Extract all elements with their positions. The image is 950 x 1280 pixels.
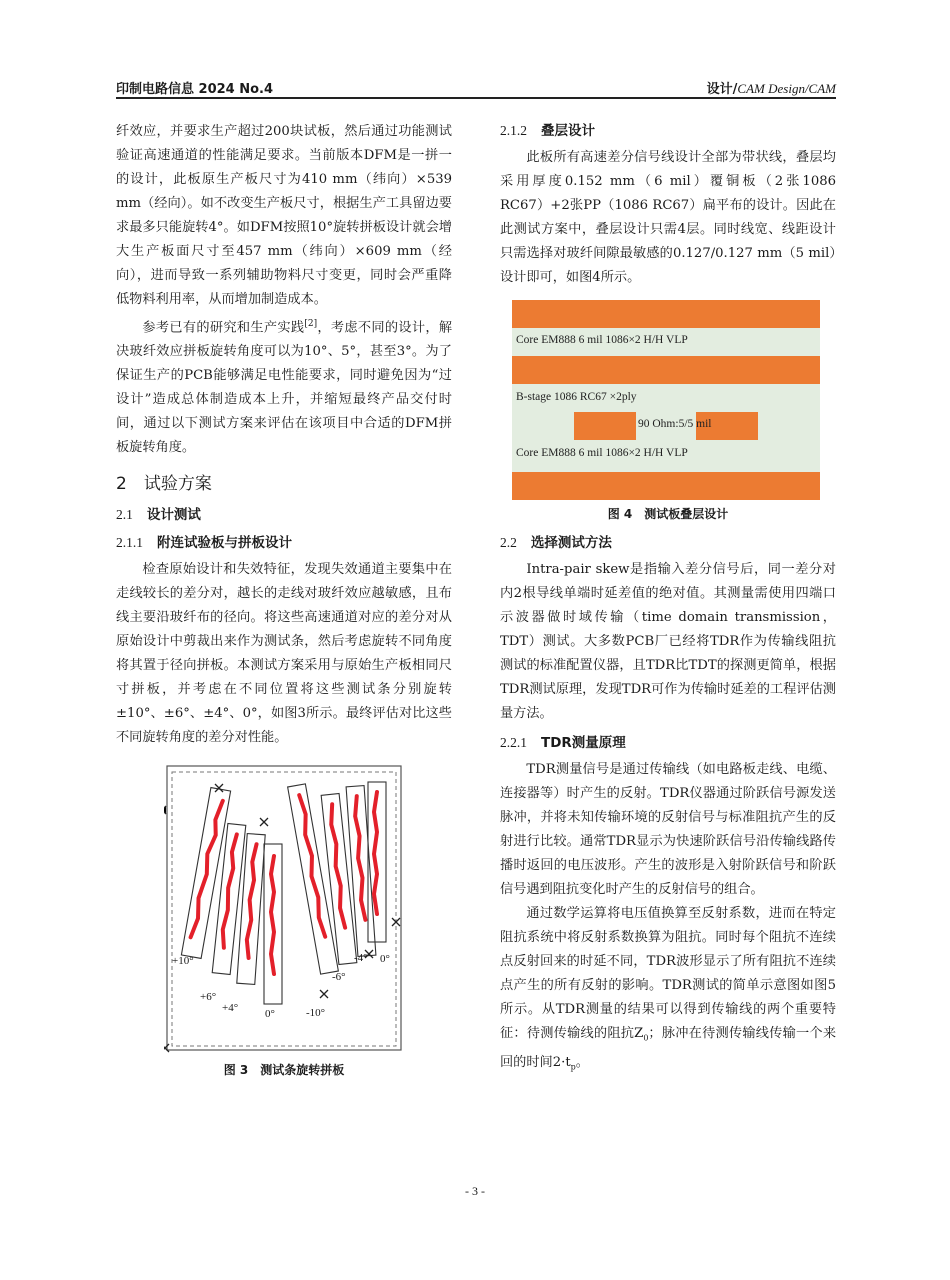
paragraph-3: 检查原始设计和失效特征，发现失效通道主要集中在走线较长的差分对，越长的走线对玻纤效应越敏感，且布线主要沿玻纤布的径向。将这些高速通道对应的差分对从原始设计中剪裁出来作为测试条，然后考虑旋转不同角度将其置于径向拼板。本测试方案采用与原始生产板相同尺寸拼板，并考虑在不同位置将这些测试条分别旋转±10°、±6°、±4°、0°，如图3所示。最终评估对比这些不同旋转角度的差分对性能。 [116, 562, 452, 746]
trace-impedance-label: 90 Ohm:5/5 mil [638, 418, 712, 430]
section-heading-2-1-2: 2.1.2 叠层设计 [500, 123, 595, 139]
label-plus10: +10° [172, 955, 194, 968]
layer-bstage: B-stage 1086 RC67 ×2ply [516, 391, 637, 403]
running-header [116, 78, 836, 96]
copper-layer-2 [512, 356, 820, 384]
right-column [500, 120, 836, 1079]
paragraph-4: 此板所有高速差分信号线设计全部为带状线，叠层均采用厚度0.152 mm（6 mil）覆铜板（2张1086 RC67）+2张PP（1086 RC67）扁平布的设计。因此在此测试方案中，叠层设计只需4层。同时线宽、线距设计只需选择对玻纤间隙最敏感的0.127/0.127 mm（5 mil）设计即可，如图4所示。 [500, 150, 836, 285]
citation: [2] [304, 319, 318, 329]
section-heading-2: 2 试验方案 [116, 474, 212, 495]
section-heading-2-2-1: 2.2.1 TDR测量原理 [500, 735, 626, 751]
figure-3 [164, 764, 404, 1054]
layer-core-bottom: Core EM888 6 mil 1086×2 H/H VLP [516, 447, 688, 459]
copper-layer-4 [512, 472, 820, 500]
label-0-right: 0° [380, 953, 390, 966]
section-name: 设计/CAM Design/CAM [706, 81, 836, 97]
figure-3-caption: 图 3 测试条旋转拼板 [223, 1063, 345, 1078]
page-number: - 3 - [465, 1184, 485, 1198]
paragraph-2: 参考已有的研究和生产实践[2]，考虑不同的设计，解决玻纤效应拼板旋转角度可以为10°、5°，甚至3°。为了保证生产的PCB能够满足电性能要求，同时避免因为“过设计”造成总体制造成本上升，并缩短最终产品交付时间，通过以下测试方案来评估在该项目中合适的DFM拼板旋转角度。 [116, 319, 453, 456]
section-heading-2-1: 2.1 设计测试 [116, 507, 201, 524]
section-heading-2-2: 2.2 选择测试方法 [500, 535, 612, 551]
label-plus6: +6° [200, 991, 217, 1004]
stackup-diagram [512, 300, 820, 500]
label-plus4: +4° [222, 1002, 239, 1015]
journal-name: 印制电路信息 2024 No.4 [116, 82, 274, 97]
label-minus4: -4° [354, 952, 368, 965]
paragraph-1: 纤效应，并要求生产超过200块试板，然后通过功能测试验证高速通道的性能满足要求。当前版本DFM是一拼一的设计，此板原生产板尺寸为410 mm（纬向）×539 mm（经向）。如不改变生产板尺寸，根据生产工具留边要求最多只能旋转4°。如DFM按照10°旋转拼板设计就会增大生产板面尺寸至457 mm（纬向）×609 mm（经向），进而导致一系列辅助物料尺寸变更，同时会严重降低物料利用率，从而增加制造成本。 [116, 124, 452, 307]
label-0-left: 0° [265, 1008, 275, 1021]
paragraph-7: 通过数学运算将电压值换算至反射系数，进而在特定阻抗系统中将反射系数换算为阻抗。同时每个阻抗不连续点反射回来的时延不同，TDR波形显示了所有阻抗不连续点产生的所有反射的影响。TDR测试的简单示意图如图5所示。从TDR测量的结果可以得到传输线的两个重要特征：待测传输线的阻抗$Z_0$；脉冲在待测传输线传输一个来回的时间$2\cdot t_p$。 [500, 906, 837, 1072]
paragraph-6: TDR测量信号是通过传输线（如电路板走线、电缆、连接器等）时产生的反射。TDR仪器通过阶跃信号源发送脉冲，并将未知传输环境的反射信号与标准阻抗产生的反射进行比较。通常TDR显示为快速阶跃信号沿传输线路传播时返回的电压波形。产生的波形是入射阶跃信号和阶跃信号遇到阻抗变化时产生的反射信号的组合。 [500, 762, 836, 897]
paragraph-5: Intra-pair skew是指输入差分信号后，同一差分对内2根导线单端时延差值的绝对值。其测量需使用四端口示波器做时域传输（time domain transmission，TDT）测试。大多数PCB厂已经将TDR作为传输线阻抗测试的标准配置仪器，且TDR比TDT的探测更简单，根据TDR测试原理，发现TDR可作为传输时延差的工程评估测量方法。 [500, 562, 836, 721]
left-column [116, 120, 452, 1080]
figure-4-caption: 图 4 测试板叠层设计 [607, 507, 729, 521]
section-heading-2-1-1: 2.1.1 附连试验板与拼板设计 [116, 535, 292, 552]
header-rule [116, 97, 836, 99]
signal-trace-left [574, 412, 636, 440]
copper-layer-1 [512, 300, 820, 328]
label-minus6: -6° [332, 971, 346, 984]
layer-core-top: Core EM888 6 mil 1086×2 H/H VLP [516, 334, 688, 346]
panel-rotation-diagram [164, 764, 404, 1054]
label-minus10: -10° [306, 1007, 326, 1020]
